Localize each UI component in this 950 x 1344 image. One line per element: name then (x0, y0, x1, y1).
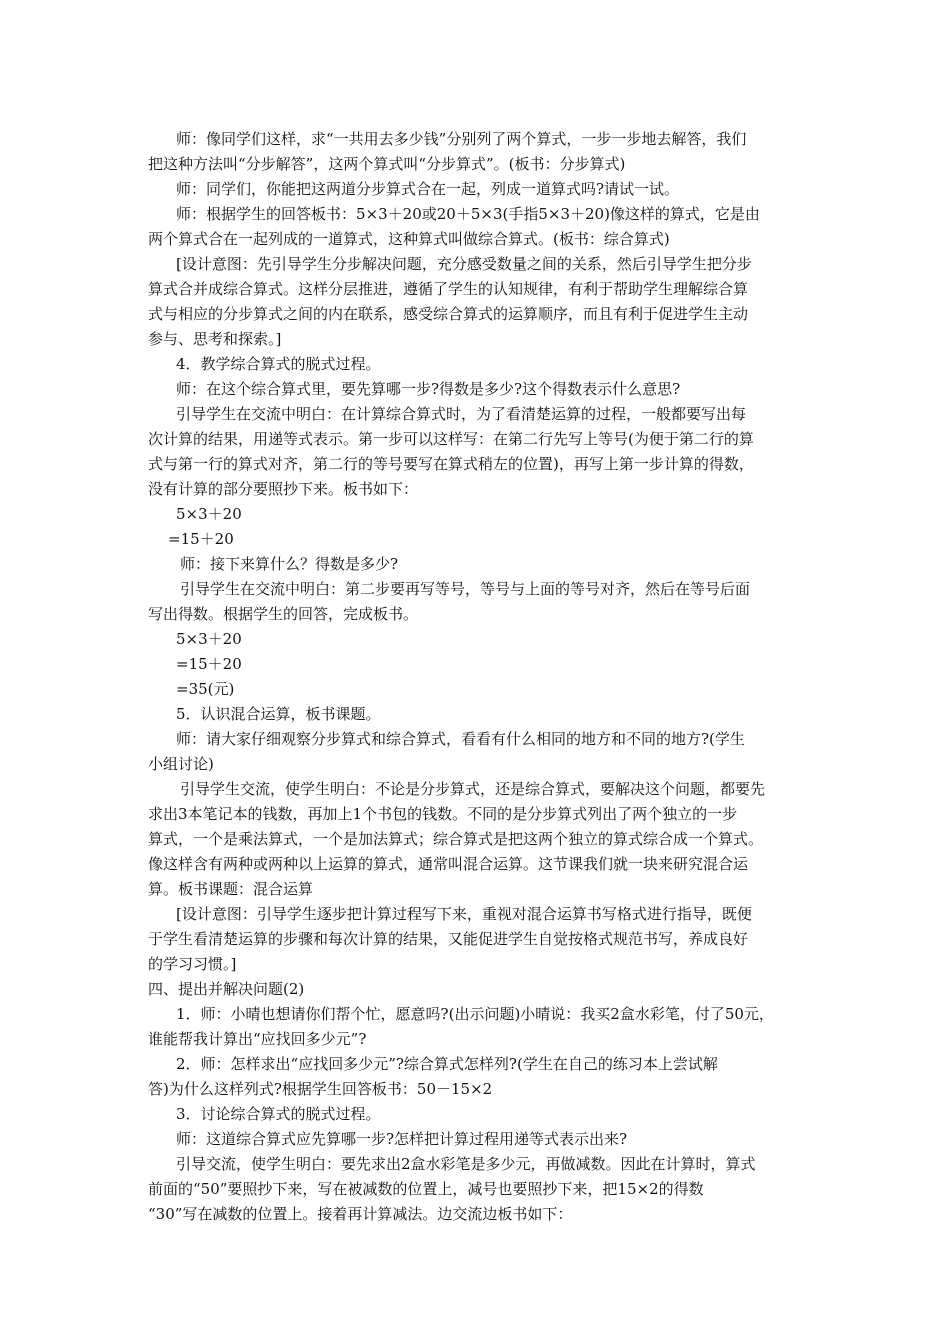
text-line: 两个算式合在一起列成的一道算式，这种算式叫做综合算式。(板书：综合算式) (148, 230, 670, 248)
text-line: 师：接下来算什么？得数是多少? (180, 555, 399, 573)
text-line: 师：同学们，你能把这两道分步算式合在一起，列成一道算式吗?请试一试。 (176, 180, 680, 198)
section-heading: 四、提出并解决问题(2) (148, 980, 305, 998)
text-line: 1．师：小晴也想请你们帮个忙，愿意吗?(出示问题)小晴说：我买2盒水彩笔，付了50元， (176, 1005, 774, 1023)
text-line: 3．讨论综合算式的脱式过程。 (176, 1105, 381, 1123)
text-line: [设计意图：先引导学生分步解决问题，充分感受数量之间的关系，然后引导学生把分步 (176, 255, 752, 273)
text-line: 小组讨论) (148, 755, 214, 773)
text-line: [设计意图：引导学生逐步把计算过程写下来，重视对混合运算书写格式进行指导，既便 (176, 905, 752, 923)
text-line: 求出3本笔记本的钱数，再加上1个书包的钱数。不同的是分步算式列出了两个独立的一步 (148, 805, 738, 823)
text-line: 师：根据学生的回答板书：5×3＋20或20＋5×3(手指5×3＋20)像这样的算式，它是由 (176, 205, 760, 223)
text-line: 算式合并成综合算式。这样分层推进，遵循了学生的认知规律，有利于帮助学生理解综合算 (148, 280, 749, 298)
text-line: 算。板书课题：混合运算 (148, 880, 314, 898)
equation-line: =35(元) (176, 680, 235, 698)
text-line: “30”写在减数的位置上。接着再计算减法。边交流边板书如下： (148, 1205, 573, 1223)
text-line: 师：请大家仔细观察分步算式和综合算式，看看有什么相同的地方和不同的地方?(学生 (176, 730, 745, 748)
text-line: 式与相应的分步算式之间的内在联系，感受综合算式的运算顺序，而且有利于促进学生主动 (148, 305, 749, 323)
text-line: 引导学生在交流中明白：第二步要再写等号，等号与上面的等号对齐，然后在等号后面 (180, 580, 751, 598)
text-line: 2．师：怎样求出“应找回多少元”?综合算式怎样列?(学生在自己的练习本上尝试解 (176, 1055, 718, 1073)
equation-line: =15＋20 (176, 655, 242, 673)
text-line: 的学习习惯。] (148, 955, 237, 973)
text-line: 写出得数。根据学生的回答，完成板书。 (148, 605, 419, 623)
text-line: 于学生看清楚运算的步骤和每次计算的结果，又能促进学生自觉按格式规范书写，养成良好 (148, 930, 749, 948)
text-line: 引导学生交流，使学生明白：不论是分步算式，还是综合算式，要解决这个问题，都要先 (180, 780, 766, 798)
text-line: 没有计算的部分要照抄下来。板书如下： (148, 480, 419, 498)
text-line: 把这种方法叫“分步解答”，这两个算式叫“分步算式”。(板书：分步算式) (148, 155, 626, 173)
equation-line: 5×3＋20 (176, 505, 242, 523)
text-line: 师：在这个综合算式里，要先算哪一步?得数是多少?这个得数表示什么意思? (176, 380, 681, 398)
text-line: 师：像同学们这样，求“一共用去多少钱”分别列了两个算式，一步一步地去解答，我们 (176, 130, 747, 148)
text-line: 次计算的结果，用递等式表示。第一步可以这样写：在第二行先写上等号(为便于第二行的算 (148, 430, 754, 448)
text-line: 师：这道综合算式应先算哪一步?怎样把计算过程用递等式表示出来? (176, 1130, 628, 1148)
text-line: 引导交流，使学生明白：要先求出2盒水彩笔是多少元，再做减数。因此在计算时，算式 (176, 1155, 756, 1173)
text-line: 参与、思考和探索。] (148, 330, 282, 348)
text-line: 4．教学综合算式的脱式过程。 (176, 355, 381, 373)
text-line: 像这样含有两种或两种以上运算的算式，通常叫混合运算。这节课我们就一块来研究混合运 (148, 855, 749, 873)
text-line: 引导学生在交流中明白：在计算综合算式时，为了看清楚运算的过程，一般都要写出每 (176, 405, 747, 423)
text-line: 谁能帮我计算出“应找回多少元”? (148, 1030, 367, 1048)
text-line: 5．认识混合运算，板书课题。 (176, 705, 381, 723)
text-line: 答)为什么这样列式?根据学生回答板书：50－15×2 (148, 1080, 493, 1098)
text-line: 算式，一个是乘法算式，一个是加法算式；综合算式是把这两个独立的算式综合成一个算式。 (148, 830, 764, 848)
text-line: 前面的“50”要照抄下来，写在被减数的位置上，减号也要照抄下来，把15×2的得数 (148, 1180, 704, 1198)
equation-line: =15＋20 (168, 530, 234, 548)
equation-line: 5×3＋20 (176, 630, 242, 648)
text-line: 式与第一行的算式对齐，第二行的等号要写在算式稍左的位置)，再写上第一步计算的得数， (148, 455, 754, 473)
